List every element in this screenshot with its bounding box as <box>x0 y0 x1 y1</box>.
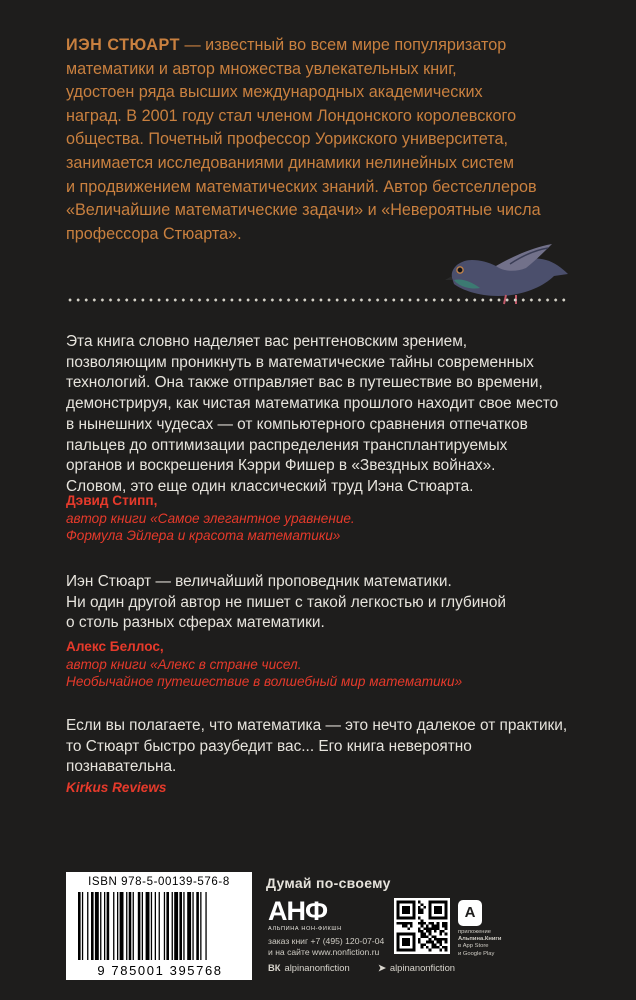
vk-icon: ВК <box>268 962 281 973</box>
isbn-barcode <box>66 872 252 980</box>
vk-link[interactable]: ВК alpinanonfiction <box>268 962 350 973</box>
review-quote: Если вы полагаете, что математика — это нечто далекое от практики, то Стюарт быстро разубедит вас... Его книга невероятно познавательна. <box>66 717 568 776</box>
author-bio: ИЭН СТЮАРТ — известный во всем мире популяризатор математики и автор множества увлекательных книг, удостоен ряда высших международных академических наград. В 2001 году стал членом Лондонского королевского общества. Почетный профессор Уорикского университета, занимается исследованиями динамики нелинейных систем и продвижением математических знаний. Автор бестселлеров «Величайшие математические задачи» и «Невероятные числа профессора Стюарта». <box>66 36 541 243</box>
dotted-divider <box>66 298 570 302</box>
review-author: Алекс Беллос, автор книги «Алекс в стране чисел. Необычайное путешествие в волшебный мир математики» <box>66 638 586 691</box>
order-phone: заказ книг +7 (495) 120-07-04 <box>268 936 385 946</box>
pigeon-illustration <box>440 238 572 306</box>
publisher-contacts <box>268 936 384 958</box>
telegram-icon: ➤ <box>378 962 386 973</box>
qr-code <box>394 898 450 954</box>
publisher-logo <box>268 898 342 932</box>
review-quote: Иэн Стюарт — величайший проповедник математики. Ни один другой автор не пишет с такой легкостью и глубиной о столь разных сферах математики. <box>66 573 506 632</box>
app-icon: А <box>458 900 482 926</box>
author-name: ИЭН СТЮАРТ <box>66 36 180 54</box>
telegram-link[interactable]: ➤ alpinanonfiction <box>378 962 456 973</box>
app-info: приложение Альпина.Книги в App Store и Google Play <box>458 929 502 957</box>
barcode-digits: 9 785001 395768 <box>97 963 223 978</box>
website-line: и на сайте www.nonfiction.ru <box>268 947 380 957</box>
publisher-slogan: Думай по-своему <box>266 875 391 891</box>
review-author <box>66 779 586 797</box>
publisher-logo-mark: АНФ <box>268 896 328 926</box>
review-author: Дэвид Стипп, автор книги «Самое элегантное уравнение. Формула Эйлера и красота математики» <box>66 492 586 545</box>
barcode-bars <box>78 892 242 960</box>
review-author-name: Kirkus Reviews <box>66 780 167 795</box>
isbn-text: ISBN 978-5-00139-576-8 <box>88 876 230 888</box>
publisher-logo-subtitle: АЛЬПИНА НОН-ФИКШН <box>268 926 342 932</box>
review-author-name: Алекс Беллос, <box>66 639 164 654</box>
review-quote: Эта книга словно наделяет вас рентгеновским зрением, позволяющим проникнуть в математические тайны современных технологий. Она также отправляет вас в путешествие во времени, демонстрируя, как чистая математика прошлого находит свое место в нынешних чудесах — от компьютерного сравнения отпечатков пальцев до оптимизации распределения трансплантируемых органов и воскрешения Кэрри Фишер в «Звездных войнах». Словом, это еще один классический труд Иэна Стюарта. <box>66 333 559 495</box>
review-author-name: Дэвид Стипп, <box>66 493 158 508</box>
